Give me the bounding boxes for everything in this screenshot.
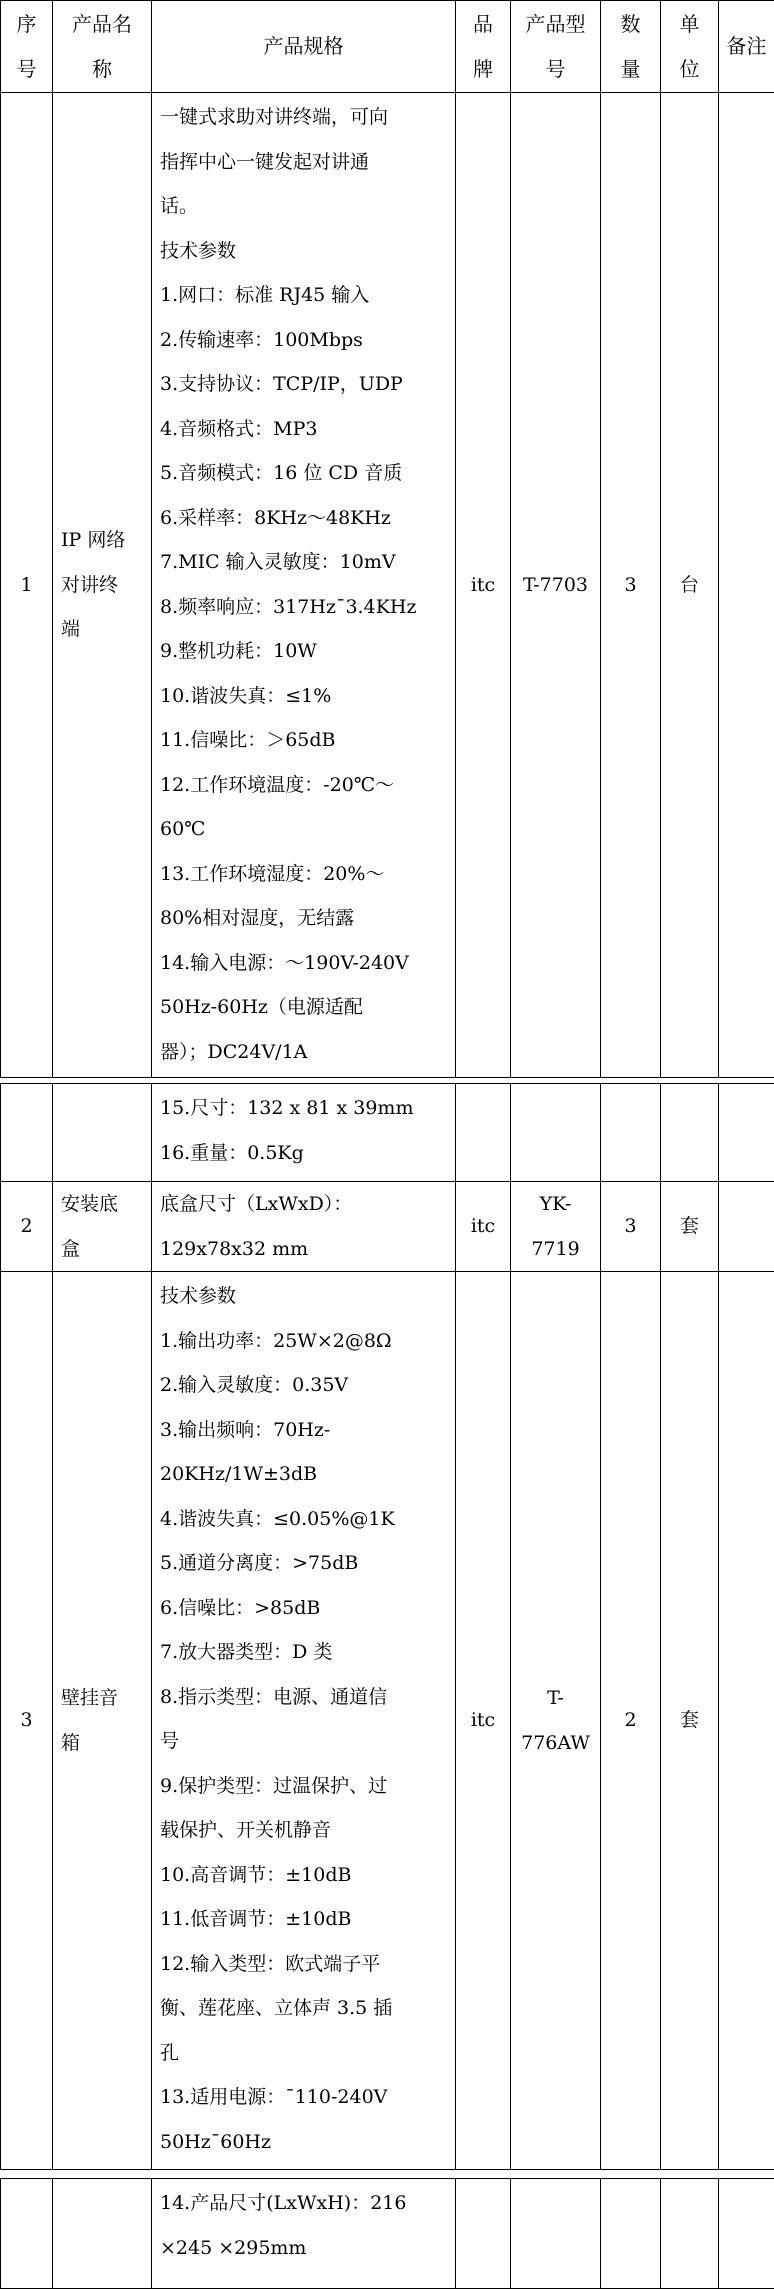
row-quantity (601, 1084, 661, 1182)
spec-line: 13.适用电源：¯110-240V (160, 2075, 455, 2120)
model-line: T- (511, 1676, 600, 1721)
spec-line: 技术参数 (160, 1274, 455, 1319)
spec-line: 129x78x32 mm (160, 1227, 455, 1272)
spec-line: 孔 (160, 2031, 455, 2076)
row-model (511, 1272, 601, 2170)
row-product-name (53, 1182, 152, 1272)
spec-line: 载保护、开关机静音 (160, 1808, 455, 1853)
spec-table-part-3 (0, 2178, 774, 2289)
model-line: 776AW (511, 1721, 600, 1766)
spec-line: 5.音频模式：16 位 CD 音质 (160, 451, 455, 496)
row-product-name (53, 1272, 152, 2170)
row-remarks (719, 2179, 774, 2289)
spec-line: 号 (160, 1719, 455, 1764)
spec-line: 3.输出频响：70Hz- (160, 1408, 455, 1453)
spec-line: 8.频率响应：317Hz¯3.4KHz (160, 585, 455, 630)
row-product-spec (152, 1182, 456, 1272)
spec-line: 9.整机功耗：10W (160, 629, 455, 674)
spec-line: 10.高音调节：±10dB (160, 1853, 455, 1898)
spec-line: 11.信噪比：＞65dB (160, 718, 455, 763)
spec-line: 6.信噪比：>85dB (160, 1586, 455, 1631)
spec-line: 12.工作环境温度：-20℃～ (160, 763, 455, 808)
name-line: IP 网络 (61, 518, 151, 563)
header-text: 产品规格 (264, 34, 344, 58)
spec-line: 6.采样率：8KHz～48KHz (160, 496, 455, 541)
row-quantity: 2 (601, 1272, 661, 2170)
table-header-row (1, 1, 774, 93)
row-serial-no: 2 (1, 1182, 53, 1272)
spec-table-part-2 (0, 1083, 774, 2170)
spec-line: 话。 (160, 184, 455, 229)
row-serial-no: 3 (1, 1272, 53, 2170)
row-serial-no (1, 1084, 53, 1182)
spec-line: 1.网口：标准 RJ45 输入 (160, 273, 455, 318)
row-brand: itc (456, 1182, 511, 1272)
spec-line: 15.尺寸：132 x 81 x 39mm (160, 1086, 455, 1131)
spec-line: 50Hz¯60Hz (160, 2120, 455, 2165)
row-unit: 台 (661, 93, 719, 1078)
table-row (1, 1084, 774, 1182)
header-text: 单 (661, 2, 718, 47)
spec-line: 20KHz/1W±3dB (160, 1452, 455, 1497)
row-product-spec (152, 93, 456, 1078)
row-model (511, 2179, 601, 2289)
header-text: 号 (1, 47, 52, 92)
header-text: 产品型 (511, 2, 600, 47)
spec-line: 衡、莲花座、立体声 3.5 插 (160, 1986, 455, 2031)
header-text: 牌 (456, 47, 510, 92)
name-line: 安装底 (61, 1182, 151, 1227)
row-brand: itc (456, 1272, 511, 2170)
spec-line: 50Hz-60Hz（电源适配 (160, 985, 455, 1030)
table-row (1, 1272, 774, 2170)
row-brand (456, 1084, 511, 1182)
header-text: 位 (661, 47, 718, 92)
spec-line: 60℃ (160, 807, 455, 852)
row-unit (661, 1084, 719, 1182)
model-line: YK- (511, 1182, 600, 1227)
header-serial-no (1, 1, 53, 93)
spec-line: 指挥中心一键发起对讲通 (160, 140, 455, 185)
row-model (511, 1182, 601, 1272)
spec-line: 3.支持协议：TCP/IP，UDP (160, 362, 455, 407)
spec-line: 技术参数 (160, 229, 455, 274)
row-product-name (53, 93, 152, 1078)
header-product-spec (152, 1, 456, 93)
name-line: 箱 (61, 1721, 151, 1766)
row-model (511, 1084, 601, 1182)
header-remarks (719, 1, 774, 93)
spec-line: 2.传输速率：100Mbps (160, 318, 455, 363)
model-line: T-7703 (511, 563, 600, 608)
row-quantity: 3 (601, 93, 661, 1078)
header-text: 号 (511, 47, 600, 92)
header-unit (661, 1, 719, 93)
spec-line: 13.工作环境湿度：20%～ (160, 852, 455, 897)
row-remarks (719, 1084, 774, 1182)
row-unit: 套 (661, 1182, 719, 1272)
header-model (511, 1, 601, 93)
row-serial-no: 1 (1, 93, 53, 1078)
spec-line: 11.低音调节：±10dB (160, 1897, 455, 1942)
name-line: 盒 (61, 1227, 151, 1272)
spec-line: 8.指示类型：电源、通道信 (160, 1675, 455, 1720)
spec-line: ×245 ×295mm (160, 2226, 455, 2271)
spec-line: 4.音频格式：MP3 (160, 407, 455, 452)
table-row (1, 1182, 774, 1272)
header-quantity (601, 1, 661, 93)
spec-line: 1.输出功率：25W×2@8Ω (160, 1319, 455, 1364)
spec-line: 12.输入类型：欧式端子平 (160, 1942, 455, 1987)
spec-line: 7.放大器类型：D 类 (160, 1630, 455, 1675)
header-text: 备注 (727, 34, 767, 58)
header-text: 数 (601, 2, 660, 47)
spec-line: 底盒尺寸（LxWxD）： (160, 1182, 455, 1227)
header-text: 序 (1, 2, 52, 47)
spec-line: 一键式求助对讲终端，可向 (160, 95, 455, 140)
row-serial-no (1, 2179, 53, 2289)
row-brand: itc (456, 93, 511, 1078)
spec-line: 80%相对湿度，无结露 (160, 896, 455, 941)
name-line: 壁挂音 (61, 1676, 151, 1721)
row-remarks (719, 93, 774, 1078)
spec-line: 2.输入灵敏度：0.35V (160, 1363, 455, 1408)
row-brand (456, 2179, 511, 2289)
header-brand (456, 1, 511, 93)
header-text: 量 (601, 47, 660, 92)
spec-line: 14.产品尺寸(LxWxH)：216 (160, 2181, 455, 2226)
row-unit: 套 (661, 1272, 719, 2170)
row-unit (661, 2179, 719, 2289)
row-product-spec (152, 1084, 456, 1182)
spec-line: 10.谐波失真：≤1% (160, 674, 455, 719)
spec-line: 9.保护类型：过温保护、过 (160, 1764, 455, 1809)
spec-line: 14.输入电源：～190V-240V (160, 941, 455, 986)
model-line: 7719 (511, 1227, 600, 1272)
spec-line: 16.重量：0.5Kg (160, 1131, 455, 1176)
name-line: 端 (61, 607, 151, 652)
row-quantity (601, 2179, 661, 2289)
name-line: 对讲终 (61, 563, 151, 608)
spec-line: 7.MIC 输入灵敏度：10mV (160, 540, 455, 585)
spec-line: 5.通道分离度：>75dB (160, 1541, 455, 1586)
row-product-name (53, 2179, 152, 2289)
header-text: 称 (53, 47, 151, 92)
spec-line: 4.谐波失真：≤0.05%@1K (160, 1497, 455, 1542)
header-text: 品 (456, 2, 510, 47)
row-remarks (719, 1182, 774, 1272)
row-product-name (53, 1084, 152, 1182)
spec-line: 器）；DC24V/1A (160, 1030, 455, 1075)
row-product-spec (152, 2179, 456, 2289)
row-quantity: 3 (601, 1182, 661, 1272)
row-product-spec (152, 1272, 456, 2170)
spec-table-part-1 (0, 0, 774, 1078)
row-remarks (719, 1272, 774, 2170)
table-row (1, 93, 774, 1078)
header-product-name (53, 1, 152, 93)
row-model (511, 93, 601, 1078)
header-text: 产品名 (53, 2, 151, 47)
table-row (1, 2179, 774, 2289)
